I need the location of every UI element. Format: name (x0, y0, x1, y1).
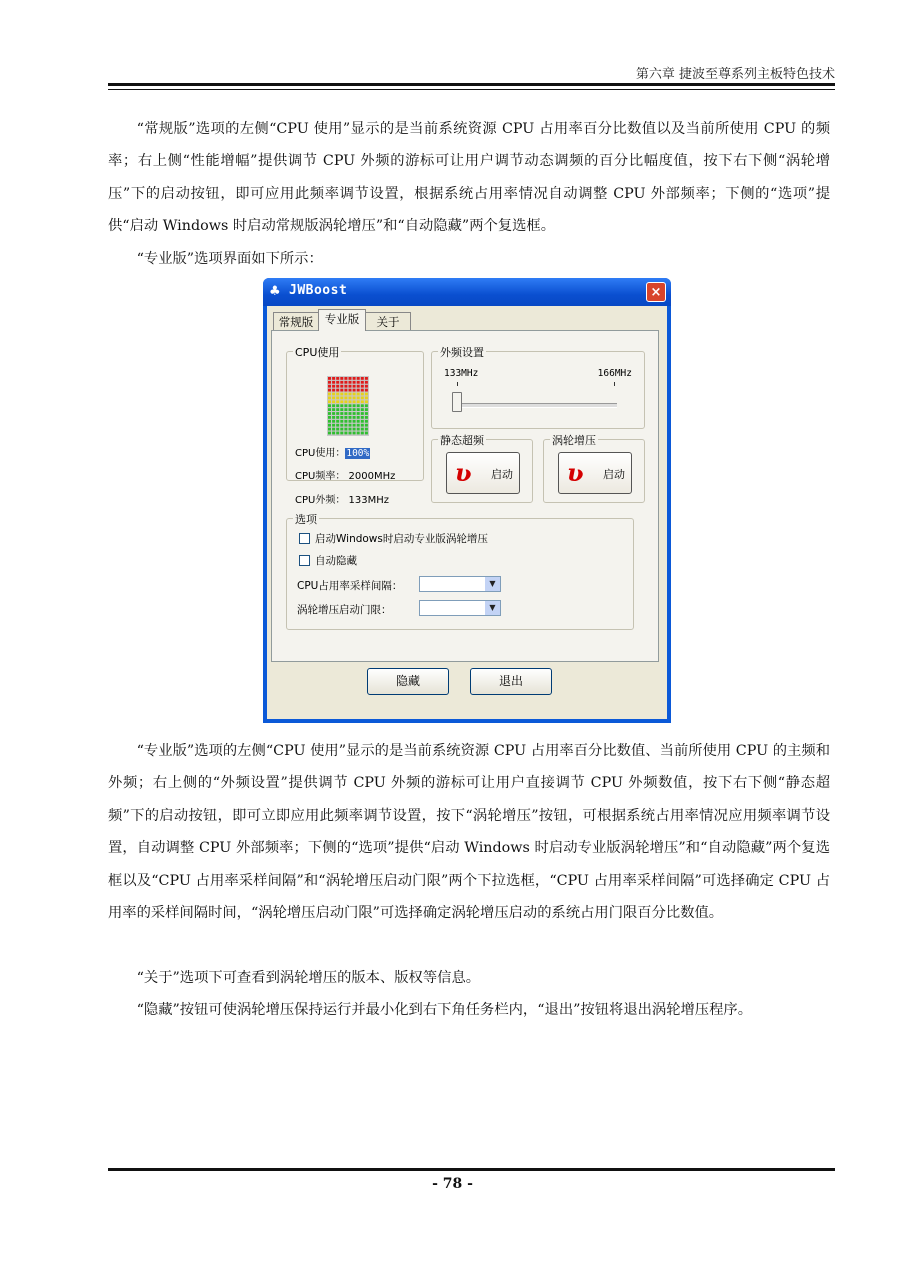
meter-segment (340, 385, 343, 388)
opt-autostart-checkbox[interactable] (299, 533, 310, 544)
meter-segment (336, 420, 339, 423)
meter-segment (344, 424, 347, 427)
meter-segment (357, 381, 360, 384)
fsb-min-label: 133MHz (444, 368, 479, 379)
meter-segment (332, 400, 335, 403)
meter-segment (340, 420, 343, 423)
meter-segment (344, 385, 347, 388)
meter-segment (336, 400, 339, 403)
meter-segment (336, 393, 339, 396)
meter-segment (349, 393, 352, 396)
static-start-button[interactable] (446, 452, 520, 494)
meter-segment (340, 424, 343, 427)
meter-segment (365, 381, 368, 384)
chevron-down-icon[interactable]: ▼ (485, 577, 500, 591)
meter-segment (365, 408, 368, 411)
static-start-label: 启动 (491, 468, 513, 481)
meter-segment (340, 404, 343, 407)
meter-segment (344, 393, 347, 396)
meter-segment (336, 424, 339, 427)
meter-segment (349, 424, 352, 427)
meter-segment (353, 432, 356, 435)
header-rule-thick (108, 83, 835, 86)
meter-segment (353, 408, 356, 411)
meter-segment (344, 428, 347, 431)
meter-segment (344, 416, 347, 419)
meter-segment (353, 377, 356, 380)
meter-segment (357, 412, 360, 415)
cpu-usage-meter (327, 376, 369, 436)
meter-segment (361, 428, 364, 431)
meter-segment (349, 432, 352, 435)
meter-segment (353, 412, 356, 415)
meter-segment (328, 377, 331, 380)
meter-segment (336, 389, 339, 392)
meter-segment (353, 424, 356, 427)
meter-segment (365, 428, 368, 431)
cpu-usage-group-title: CPU使用 (295, 346, 340, 359)
window-title: JWBoost (289, 283, 348, 298)
paragraph-pro-tab: “专业版”选项的左侧“CPU 使用”显示的是当前系统资源 CPU 占用率百分比数值、当前所使用 CPU 的主频和外频；右上侧的“外频设置”提供调节 CPU 外频的游标可让用户直接调节 CPU 外频数值，按下右下侧“静态超频”下的启动按钮，即可立即应用此频率调节设置，按下“涡轮增压”按钮，可根据系统占用率情况应用频率调节设置，自动调整 CPU 外部频率；下侧的“选项”提供“启动 Windows 时启动专业版涡轮增压”和“自动隐藏”两个复选框以及“CPU 占用率采样间隔”和“涡轮增压启动门限”两个下拉选框，“CPU 占用率采样间隔”可选择确定 CPU 占用率的采样间隔时间，“涡轮增压启动门限”可选择确定涡轮增压启动的系统占用门限百分比数值。 (108, 743, 830, 922)
meter-segment (328, 381, 331, 384)
meter-segment (340, 416, 343, 419)
paragraph-standard-tab: “常规版”选项的左侧“CPU 使用”显示的是当前系统资源 CPU 占用率百分比数值以及当前所使用 CPU 的频率；右上侧“性能增幅”提供调节 CPU 外频的游标可让用户调节动态调频的百分比幅度值，按下右下侧“涡轮增压”下的启动按钮，即可应用此频率调节设置，根据系统占用率情况自动调整 CPU 外部频率；下侧的“选项”提供“启动 Windows 时启动常规版涡轮增压”和“自动隐藏”两个复选框。 (108, 121, 830, 235)
meter-segment (344, 408, 347, 411)
meter-segment (344, 412, 347, 415)
options-group (286, 513, 634, 630)
meter-segment (332, 397, 335, 400)
cpu-usage-label: CPU使用：100% (295, 448, 370, 459)
meter-segment (332, 404, 335, 407)
meter-segment (353, 428, 356, 431)
fsb-settings-group (431, 346, 645, 429)
chevron-down-icon[interactable]: ▼ (485, 601, 500, 615)
meter-segment (336, 377, 339, 380)
meter-segment (357, 400, 360, 403)
paragraph-buttons: “隐藏”按钮可使涡轮增压保持运行并最小化到右下角任务栏内，“退出”按钮将退出涡轮增压程序。 (136, 1002, 752, 1018)
meter-segment (353, 389, 356, 392)
meter-segment (353, 416, 356, 419)
meter-segment (349, 377, 352, 380)
meter-segment (365, 404, 368, 407)
close-button[interactable]: × (646, 282, 666, 302)
page-number: - 78 - (432, 1176, 473, 1192)
title-bar[interactable] (263, 278, 671, 306)
meter-segment (328, 428, 331, 431)
running-header: 第六章 捷波至尊系列主板特色技术 (635, 67, 835, 82)
meter-segment (357, 404, 360, 407)
tab-pro[interactable]: 专业版 (318, 309, 366, 331)
meter-segment (357, 389, 360, 392)
meter-segment (344, 420, 347, 423)
meter-segment (353, 393, 356, 396)
meter-segment (357, 424, 360, 427)
meter-segment (332, 381, 335, 384)
meter-segment (365, 385, 368, 388)
meter-segment (349, 385, 352, 388)
meter-segment (349, 428, 352, 431)
meter-segment (365, 377, 368, 380)
meter-segment (328, 424, 331, 427)
meter-segment (336, 385, 339, 388)
meter-segment (365, 400, 368, 403)
meter-segment (332, 385, 335, 388)
meter-segment (353, 400, 356, 403)
meter-segment (365, 416, 368, 419)
meter-segment (357, 428, 360, 431)
meter-segment (328, 420, 331, 423)
meter-segment (365, 397, 368, 400)
meter-segment (365, 412, 368, 415)
footer-rule (108, 1168, 835, 1171)
meter-segment (340, 377, 343, 380)
turbo-start-label: 启动 (603, 468, 625, 481)
meter-segment (361, 381, 364, 384)
meter-segment (361, 389, 364, 392)
meter-segment (349, 404, 352, 407)
meter-segment (344, 381, 347, 384)
meter-segment (357, 377, 360, 380)
tab-about[interactable]: 关于 (365, 312, 411, 330)
jwboost-window (263, 278, 671, 723)
fsb-max-label: 166MHz (597, 368, 632, 379)
meter-segment (344, 397, 347, 400)
options-group-title: 选项 (295, 513, 317, 526)
threshold-label: 涡轮增压启动门限： (297, 604, 392, 616)
meter-segment (340, 428, 343, 431)
cpu-usage-value: 100% (346, 448, 370, 459)
cpu-frequency: CPU频率： 2000MHz (295, 471, 396, 482)
meter-segment (353, 381, 356, 384)
paragraph-about-tab: “关于”选项下可查看到涡轮增压的版本、版权等信息。 (136, 970, 481, 986)
meter-segment (361, 408, 364, 411)
meter-segment (344, 400, 347, 403)
meter-segment (332, 428, 335, 431)
slider-tick-max (614, 382, 615, 386)
meter-segment (357, 397, 360, 400)
meter-segment (357, 393, 360, 396)
meter-segment (365, 424, 368, 427)
meter-segment (349, 412, 352, 415)
meter-segment (349, 400, 352, 403)
meter-segment (357, 416, 360, 419)
cpu-usage-group (286, 346, 424, 506)
meter-segment (353, 404, 356, 407)
meter-segment (361, 400, 364, 403)
meter-segment (328, 385, 331, 388)
meter-segment (332, 424, 335, 427)
meter-segment (353, 385, 356, 388)
meter-segment (328, 408, 331, 411)
meter-segment (336, 412, 339, 415)
meter-segment (340, 400, 343, 403)
jetway-logo-icon: ʋ (455, 458, 472, 487)
meter-segment (336, 416, 339, 419)
meter-segment (340, 389, 343, 392)
meter-segment (336, 381, 339, 384)
meter-segment (336, 428, 339, 431)
meter-segment (361, 420, 364, 423)
slider-tick-min (457, 382, 458, 386)
meter-segment (349, 389, 352, 392)
meter-segment (349, 381, 352, 384)
meter-segment (361, 412, 364, 415)
fsb-settings-group-title: 外频设置 (440, 346, 484, 359)
turbo-boost-group-title: 涡轮增压 (552, 434, 596, 447)
meter-segment (332, 432, 335, 435)
opt-autostart-label: 启动Windows时启动专业版涡轮增压 (315, 533, 488, 545)
header-rule-thin (108, 89, 835, 90)
meter-segment (340, 432, 343, 435)
meter-segment (344, 432, 347, 435)
fsb-slider-track[interactable] (457, 403, 617, 408)
meter-segment (349, 420, 352, 423)
meter-segment (336, 408, 339, 411)
meter-segment (365, 393, 368, 396)
meter-segment (357, 408, 360, 411)
meter-segment (361, 377, 364, 380)
meter-segment (328, 400, 331, 403)
tab-standard[interactable]: 常规版 (273, 312, 319, 330)
meter-segment (361, 385, 364, 388)
meter-segment (332, 377, 335, 380)
meter-segment (344, 377, 347, 380)
meter-segment (357, 420, 360, 423)
threshold-select[interactable] (419, 600, 501, 616)
meter-segment (344, 404, 347, 407)
meter-segment (328, 412, 331, 415)
meter-segment (328, 393, 331, 396)
pro-tab-pane (271, 330, 659, 662)
meter-segment (349, 408, 352, 411)
meter-segment (357, 385, 360, 388)
meter-segment (361, 393, 364, 396)
meter-segment (328, 404, 331, 407)
meter-segment (328, 397, 331, 400)
meter-segment (332, 408, 335, 411)
meter-segment (357, 432, 360, 435)
meter-segment (336, 397, 339, 400)
meter-segment (344, 389, 347, 392)
meter-segment (340, 412, 343, 415)
opt-autohide-label: 自动隐藏 (315, 555, 357, 567)
window-client (267, 306, 667, 719)
meter-segment (340, 393, 343, 396)
hide-button[interactable]: 隐藏 (367, 668, 449, 695)
static-overclock-group-title: 静态超频 (440, 434, 484, 447)
cpu-fsb: CPU外频： 133MHz (295, 495, 389, 506)
meter-segment (353, 420, 356, 423)
meter-segment (328, 389, 331, 392)
meter-segment (336, 404, 339, 407)
meter-segment (349, 416, 352, 419)
exit-button[interactable]: 退出 (470, 668, 552, 695)
turbo-boost-group (543, 434, 645, 503)
sample-interval-select[interactable] (419, 576, 501, 592)
meter-segment (340, 408, 343, 411)
meter-segment (332, 393, 335, 396)
meter-segment (365, 389, 368, 392)
app-icon: ♣ (269, 284, 281, 299)
meter-segment (328, 416, 331, 419)
meter-segment (340, 397, 343, 400)
meter-segment (353, 397, 356, 400)
meter-segment (332, 420, 335, 423)
meter-segment (328, 432, 331, 435)
meter-segment (340, 381, 343, 384)
meter-segment (332, 412, 335, 415)
meter-segment (336, 432, 339, 435)
meter-segment (361, 397, 364, 400)
meter-segment (361, 424, 364, 427)
meter-segment (361, 404, 364, 407)
meter-segment (332, 389, 335, 392)
sample-interval-label: CPU占用率采样间隔： (297, 580, 403, 592)
paragraph-pro-intro: “专业版”选项界面如下所示： (136, 251, 323, 267)
jetway-logo-icon: ʋ (567, 458, 584, 487)
static-overclock-group (431, 434, 533, 503)
opt-autohide-checkbox[interactable] (299, 555, 310, 566)
meter-segment (361, 432, 364, 435)
meter-segment (365, 432, 368, 435)
fsb-slider-thumb[interactable] (452, 392, 462, 412)
meter-segment (332, 416, 335, 419)
meter-segment (365, 420, 368, 423)
meter-segment (361, 416, 364, 419)
meter-segment (349, 397, 352, 400)
turbo-start-button[interactable] (558, 452, 632, 494)
